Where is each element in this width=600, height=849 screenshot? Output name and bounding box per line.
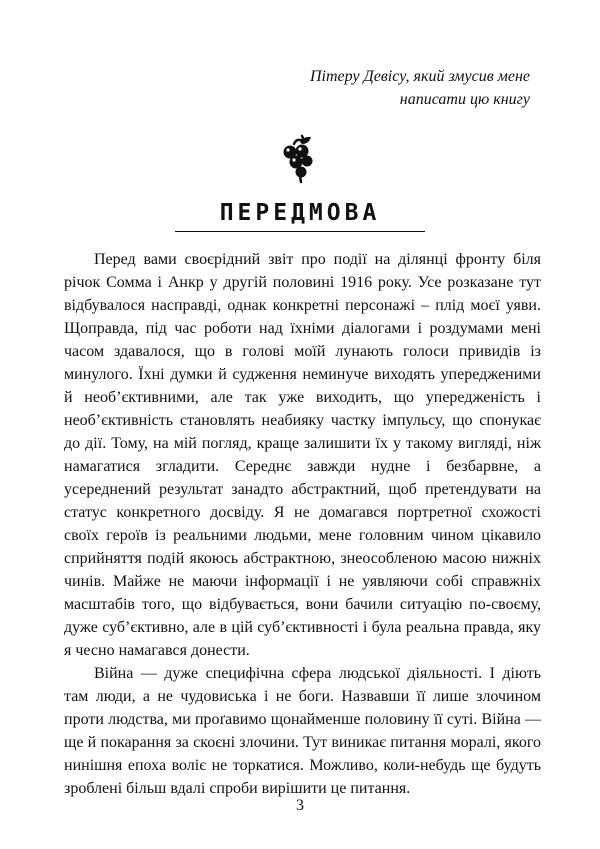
- chapter-heading: ПЕРЕДМОВА: [219, 200, 381, 226]
- page-number: 3: [296, 797, 304, 814]
- dedication-line-1: Пітеру Девісу, який змусив мене: [310, 68, 530, 85]
- heading-underline: [175, 231, 425, 232]
- grape-bunch-ornament-icon: [280, 132, 320, 184]
- body-text: [64, 248, 541, 800]
- dedication: [210, 65, 530, 111]
- paragraph: Війна — дуже специфічна сфера людської діяльності. І діють там люди, а не чудовиська і не боги. Назвавши її лише злочином проти людства, ми проґавимо щонайменше половину її суті. Війна — ще й покарання за скоєні злочини. Тут виникає питання моралі, якого нинішня епоха воліє не торкатися. Можливо, коли-небудь ще будуть зроблені більш вдалі спроби вирішити це питання.: [64, 665, 541, 797]
- paragraph: Перед вами своєрідний звіт про події на ділянці фронту біля річок Сомма і Анкр у другій половині 1916 року. Усе розказане тут відбувалося насправді, однак конкретні персонажі – плід моєї уяви. Щоправда, під час роботи над їхніми діалогами і роздумами мені часом здавалося, що в голові моїй лунають голоси привидів із минулого. Їхні думки й судження неминуче виходять упередженими й необ’єктивними, але так уже виходить, що упередженість і необ’єктивність становлять неабияку частку імпульсу, що спонукає до дії. Тому, на мій погляд, краще залишити їх у такому вигляді, ніж намагатися згладити. Середнє завжди нудне і безбарвне, а усереднений результат занадто абстрактний, щоб претендувати на статус конкретного досвіду. Я не домагався портретної схожості своїх героїв із реальними людьми, мене головним чином цікавило сприйняття подій якоюсь абстрактною, знеособленою масою нижніх чинів. Майже не маючи інформації і не уявляючи собі справжніх масштабів того, що відбувається, вони бачили ситуацію по-своєму, дуже суб’єктивно, але в цій суб’єктивності і була реальна правда, яку я чесно намагався донести.: [64, 251, 541, 659]
- dedication-line-2: написати цю книгу: [399, 91, 530, 108]
